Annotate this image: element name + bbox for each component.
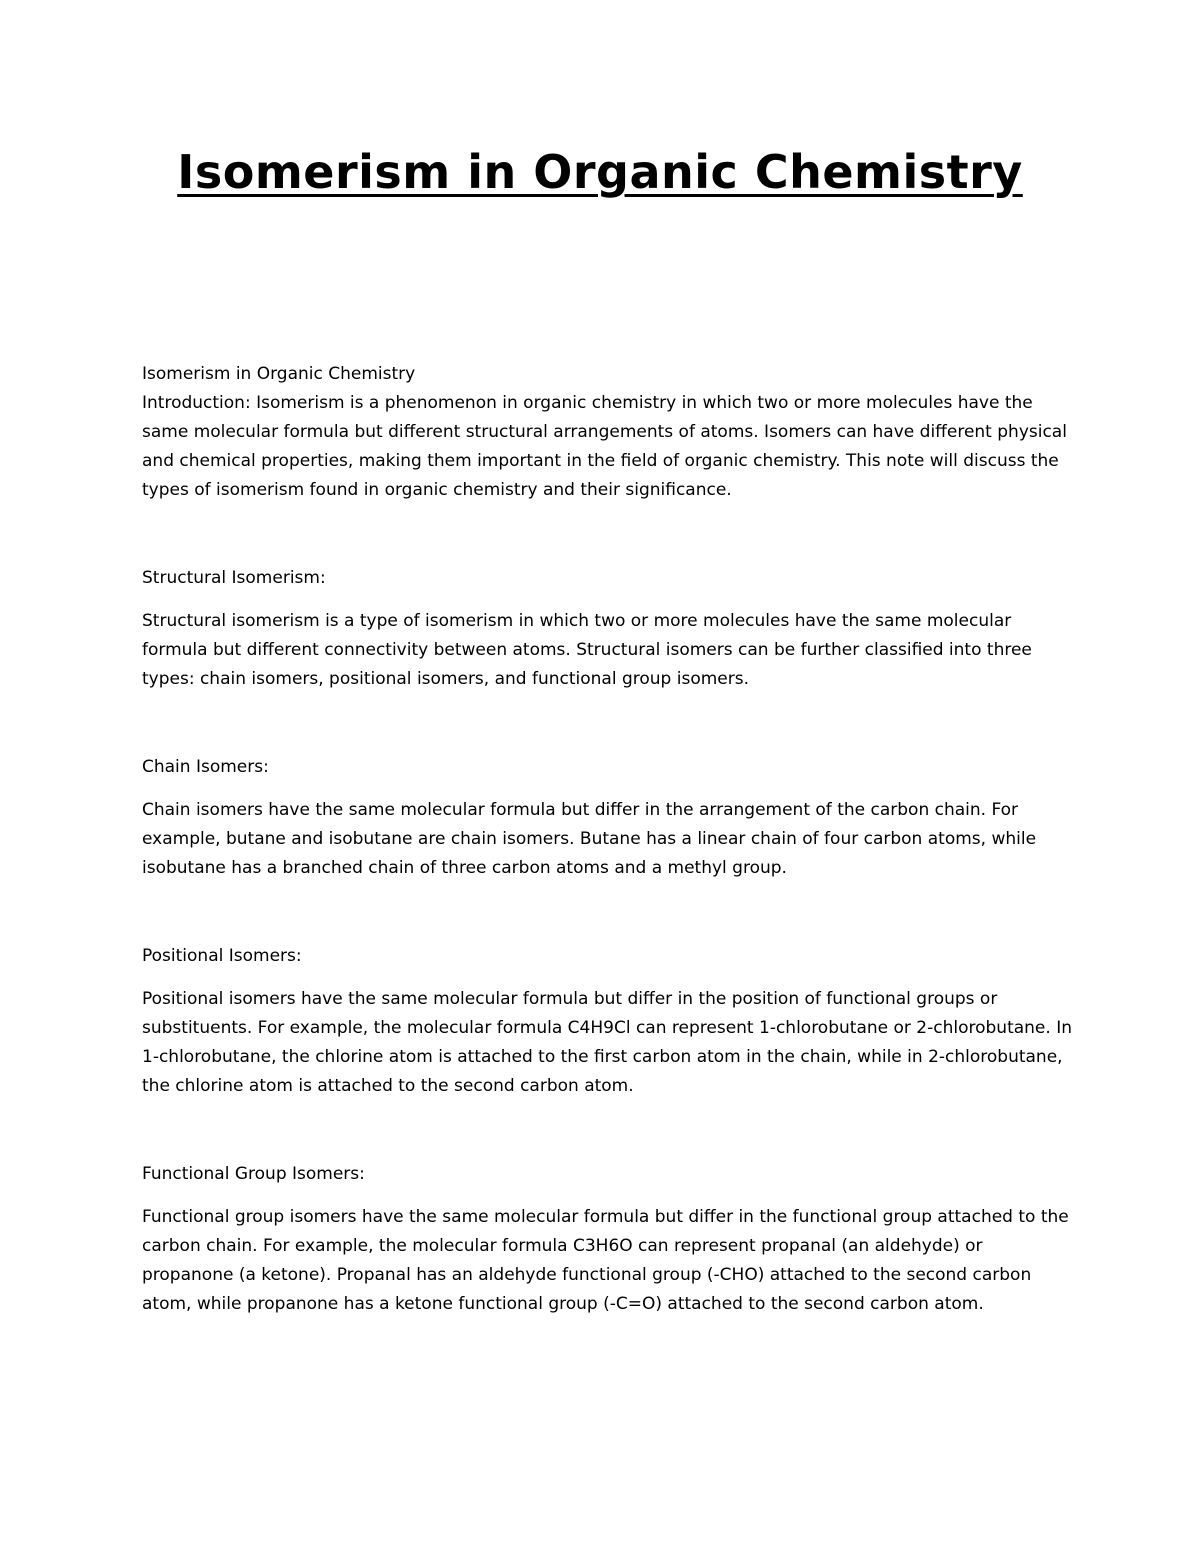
structural-isomerism-paragraph: Structural isomerism is a type of isomerism in which two or more molecules have the same molecular formula but different connectivity between atoms. Structural isomers can be further classified into three types: chain isomers, positional isomers, and functional group isomers. [142,611,1032,689]
positional-isomers-heading: Positional Isomers: [142,946,302,966]
positional-isomers-paragraph: Positional isomers have the same molecular formula but differ in the position of functional groups or substituents. For example, the molecular formula C4H9Cl can represent 1-chlorobutane or 2-chlorobutane. In 1-chlorobutane, the chlorine atom is attached to the first carbon atom in the chain, while in 2-chlorobutane, the chlorine atom is attached to the second carbon atom. [142,989,1072,1096]
functional-group-isomers-paragraph: Functional group isomers have the same molecular formula but differ in the functional group attached to the carbon chain. For example, the molecular formula C3H6O can represent propanal (an aldehyde) or propanone (a ketone). Propanal has an aldehyde functional group (-CHO) attached to the second carbon atom, while propanone has a ketone functional group (-C=O) attached to the second carbon atom. [142,1207,1069,1314]
introduction-paragraph: Introduction: Isomerism is a phenomenon in organic chemistry in which two or more molecules have the same molecular formula but different structural arrangements of atoms. Isomers can have different physical and chemical properties, making them important in the field of organic chemistry. This note will discuss the types of isomerism found in organic chemistry and their significance. [142,393,1067,500]
document-title: Isomerism in Organic Chemistry [177,145,1023,199]
chain-isomers-heading: Chain Isomers: [142,757,269,777]
chain-isomers-paragraph: Chain isomers have the same molecular formula but differ in the arrangement of the carbon chain. For example, butane and isobutane are chain isomers. Butane has a linear chain of four carbon atoms, while isobutane has a branched chain of three carbon atoms and a methyl group. [142,800,1037,878]
functional-group-isomers-heading: Functional Group Isomers: [142,1164,365,1184]
document-subtitle: Isomerism in Organic Chemistry [142,364,416,384]
document-body [142,360,1072,1319]
structural-isomerism-heading: Structural Isomerism: [142,568,326,588]
